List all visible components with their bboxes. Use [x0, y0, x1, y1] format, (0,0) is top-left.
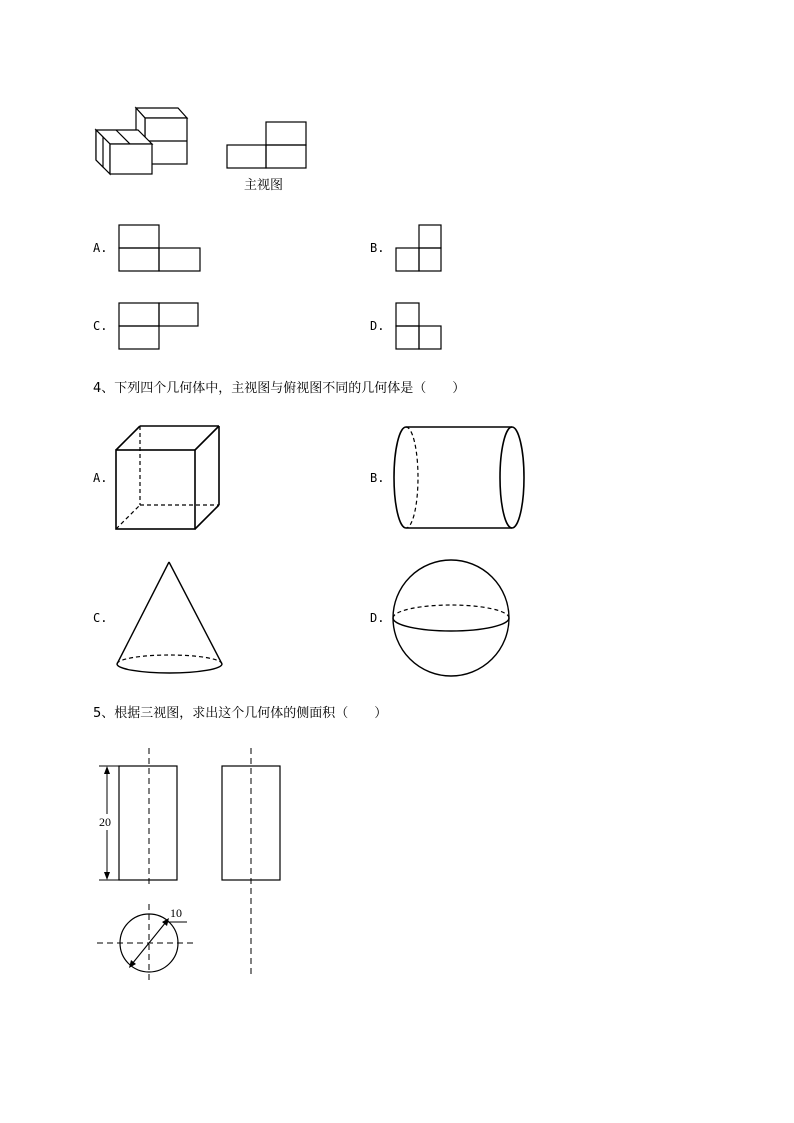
q4-option-c-cone[interactable] [112, 560, 228, 678]
q4-option-a-label[interactable]: A. [93, 471, 108, 485]
q4-option-d-label[interactable]: D. [370, 611, 385, 625]
diameter-dimension-label: 10 [170, 906, 182, 920]
q4-option-b-label[interactable]: B. [370, 471, 385, 485]
q5-side-view [218, 746, 284, 982]
q3-option-b-label[interactable]: B. [370, 241, 385, 255]
q4-option-b-cylinder[interactable] [392, 424, 528, 532]
q4-option-a-cube[interactable] [112, 424, 222, 532]
q3-option-c-figure[interactable] [118, 302, 202, 350]
q3-option-b-figure[interactable] [395, 224, 443, 272]
q3-option-c-label[interactable]: C. [93, 319, 108, 333]
q4-option-c-label[interactable]: C. [93, 611, 108, 625]
q4-option-d-sphere[interactable] [390, 558, 514, 680]
q3-front-view [226, 121, 308, 169]
q3-option-a-figure[interactable] [118, 224, 202, 272]
q5-top-view [95, 904, 205, 982]
question-4-text: 4、下列四个几何体中，主视图与俯视图不同的几何体是（ ） [93, 381, 466, 396]
height-dimension-label: 20 [99, 815, 111, 829]
q3-option-d-label[interactable]: D. [370, 319, 385, 333]
q3-option-a-label[interactable]: A. [93, 241, 108, 255]
front-view-caption: 主视图 [244, 178, 284, 193]
q3-option-d-figure[interactable] [395, 302, 443, 350]
q3-solid-figure [90, 100, 200, 180]
question-5-text: 5、根据三视图，求出这个几何体的侧面积（ ） [93, 706, 388, 721]
